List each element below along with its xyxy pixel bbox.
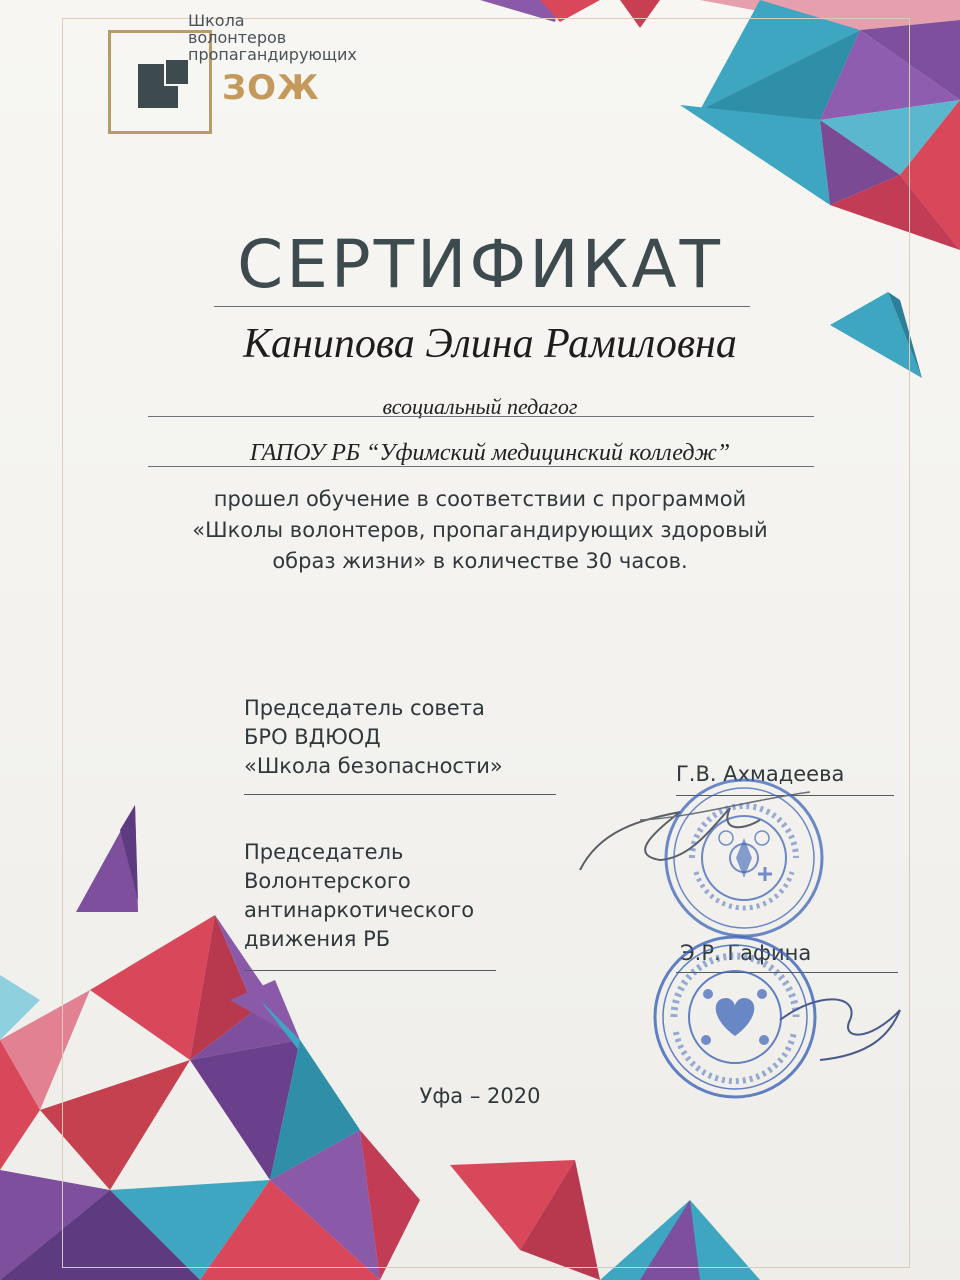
signature-1-rule [244,794,556,795]
signature-2-line-1: Председатель [244,840,404,864]
logo-mark-icon [138,60,188,108]
certificate-title: СЕРТИФИКАТ [237,226,723,303]
title-underline [214,306,750,307]
body-line-1: прошел обучение в соответствии с программой [213,487,747,511]
position-underline [148,416,814,417]
logo-line-1: Школа [188,11,245,30]
signature-2-line-3: антинаркотического [244,898,475,922]
signature-1-line-3: «Школа безопасности» [244,754,503,778]
signature-2-line-4: движения РБ [244,927,391,951]
antidrug-movement-stamp-icon [650,932,820,1102]
logo-line-3: пропагандирующих [188,45,357,64]
certificate-body [140,484,820,577]
signature-2-rule [244,970,496,971]
city-year: Уфа – 2020 [419,1084,541,1108]
recipient-name: Канипова Элина Рамиловна [243,321,737,367]
logo-text [188,12,357,63]
signature-1-line-1: Председатель совета [244,696,485,720]
logo-abbreviation: ЗОЖ [222,68,320,108]
signature-block-1-title [244,694,503,781]
school-of-safety-stamp-icon [662,776,826,940]
signature-block-2-title [244,838,474,954]
recipient-organization: ГАПОУ РБ “Уфимский медицинский колледж” [249,440,731,466]
signature-2-line-2: Волонтерского [244,869,411,893]
body-line-3: образ жизни» в количестве 30 часов. [272,549,688,573]
signature-1-line-2: БРО ВДЮОД [244,725,381,749]
signer-2-name: Э.Р. Гафина [680,941,812,965]
body-line-2: «Школы волонтеров, пропагандирующих здоровый [192,518,768,542]
logo-line-2: волонтеров [188,28,287,47]
signer-1-name: Г.В. Ахмадеева [676,762,845,786]
recipient-position: всоциальный педагог [382,394,578,419]
organization-underline [148,466,814,467]
